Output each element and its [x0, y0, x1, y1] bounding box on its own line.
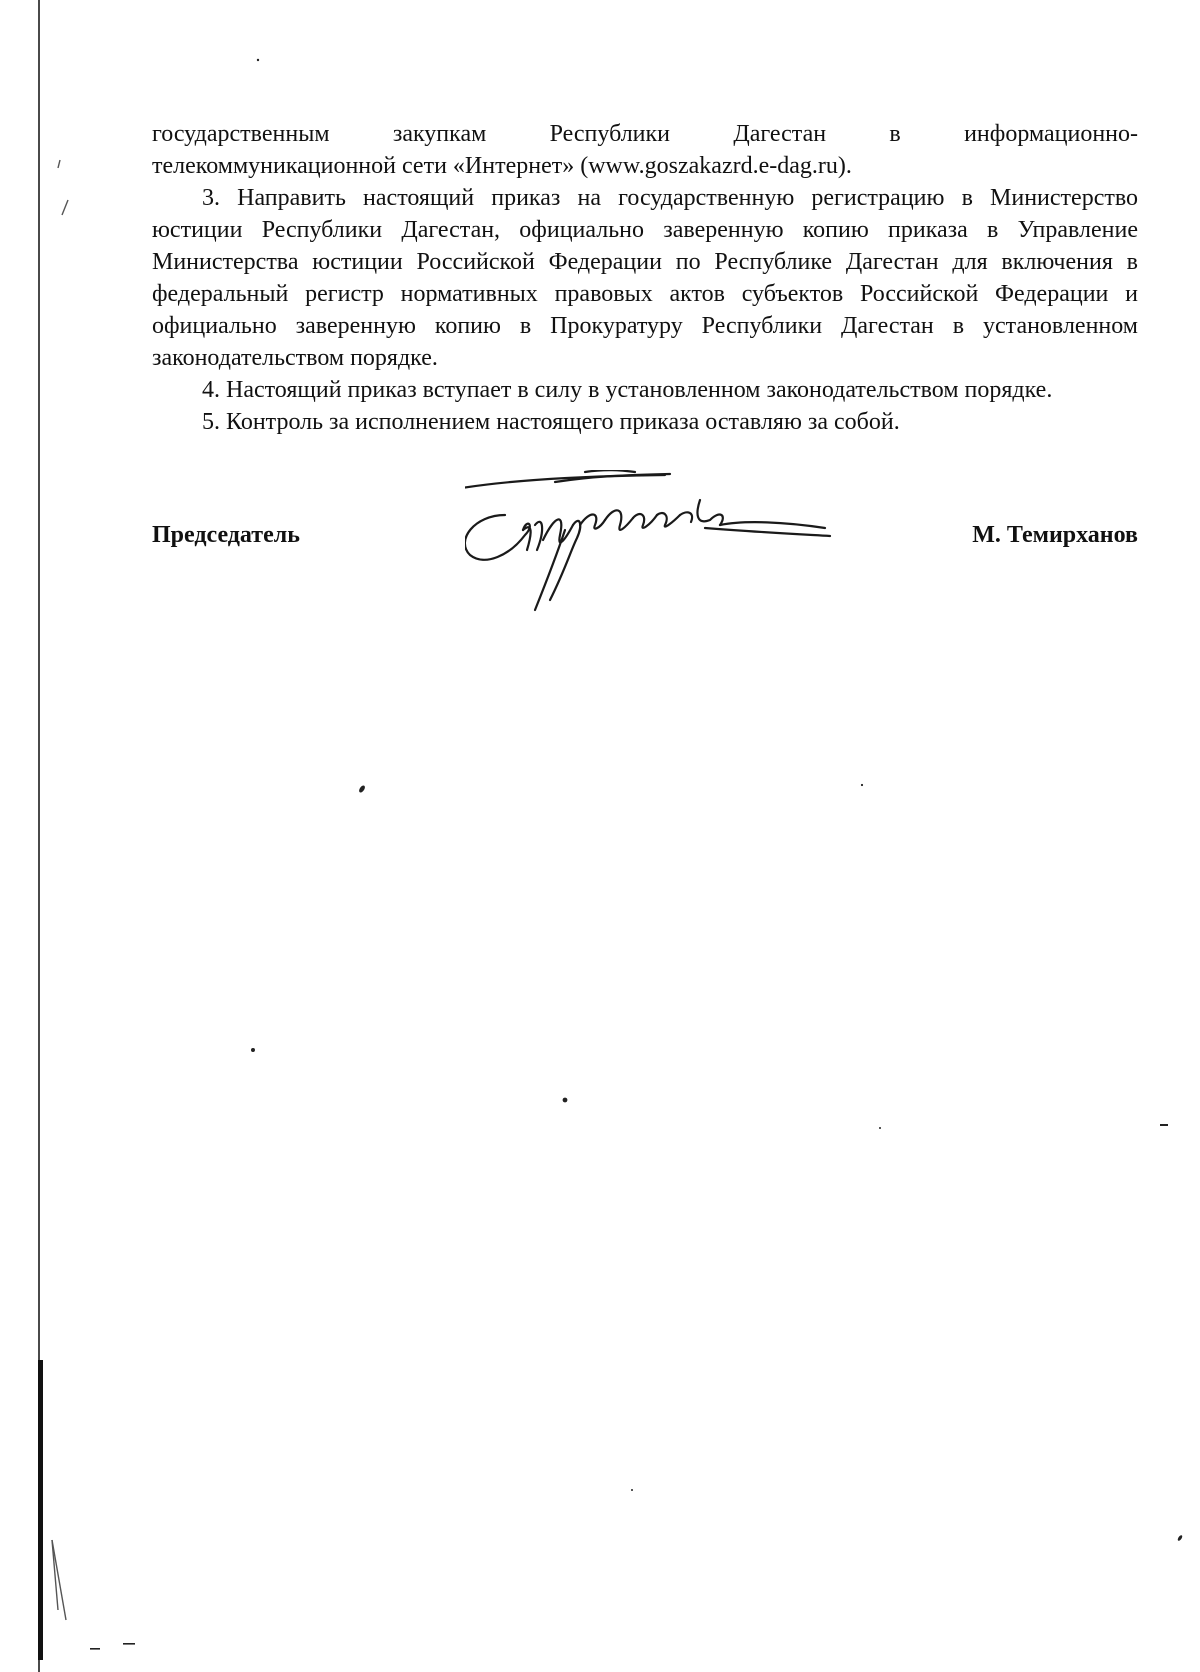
signature-block [152, 522, 1138, 562]
signatory-title: Председатель [152, 522, 300, 548]
paragraph-continuation-line1: государственным закупкам Республики Дагестан в информационно- [152, 121, 1138, 147]
document-body [152, 118, 1138, 438]
paragraph-continuation-line2: телекоммуникационной сети «Интернет» (www.goszakazrd.e-dag.ru). [152, 153, 852, 179]
paragraph-item-5: 5. Контроль за исполнением настоящего приказа оставляю за собой. [202, 409, 900, 435]
paragraph-item-3: 3. Направить настоящий приказ на государственную регистрацию в Министерство юстиции Республики Дагестан, официально заверенную копию приказа в Управление Министерства юстиции Российской Федерации по Республике Дагестан для включения в федеральный регистр нормативных правовых актов субъектов Российской Федерации и официально заверенную копию в Прокуратуру Республики Дагестан в установленном законодательством порядке. [152, 185, 1138, 371]
scan-binding-shadow [38, 1360, 43, 1660]
signatory-name: М. Темирханов [972, 522, 1138, 548]
paragraph-item-4: 4. Настоящий приказ вступает в силу в установленном законодательством порядке. [202, 377, 1053, 403]
